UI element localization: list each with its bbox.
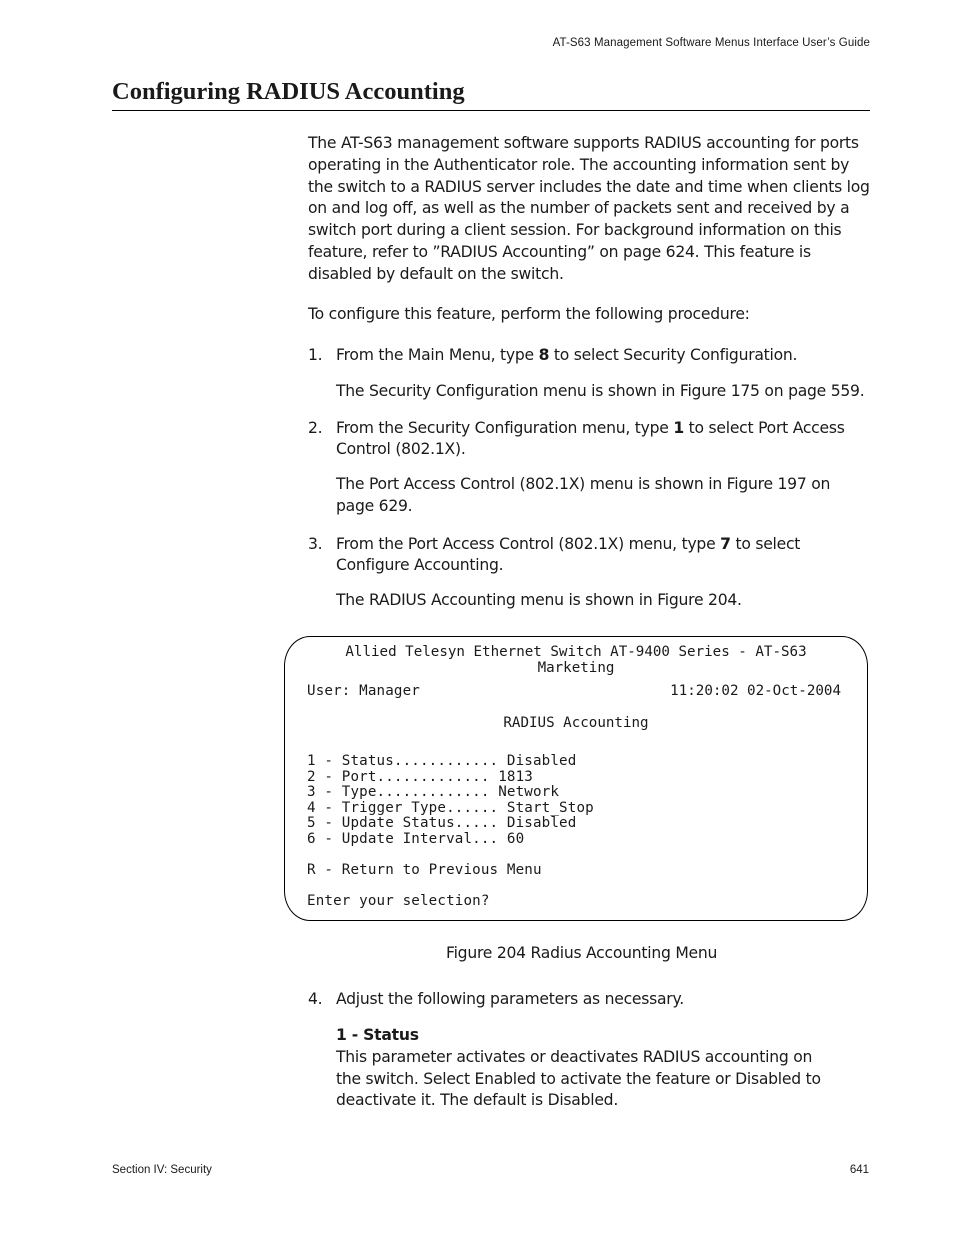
step-2-note: The Port Access Control (802.1X) menu is shown in Figure 197 on page 629. <box>336 475 831 515</box>
menu-item-port: 2 - Port............. 1813 <box>307 769 533 785</box>
terminal-subtitle: Marketing <box>537 660 615 676</box>
menu-item-return: R - Return to Previous Menu <box>307 862 542 878</box>
menu-key: 8 <box>538 346 550 364</box>
figure-caption: Figure 204 Radius Accounting Menu <box>446 944 718 962</box>
terminal-screen <box>284 636 868 921</box>
menu-item-trigger-type: 4 - Trigger Type...... Start_Stop <box>307 800 594 816</box>
parameter-block <box>336 1025 836 1112</box>
parameter-description: This parameter activates or deactivates RADIUS accounting on the switch. Select Enabled to activate the feature or Disabled to deactivate it. The default is Disabled. <box>336 1047 821 1110</box>
menu-key: 1 <box>673 419 684 437</box>
step-number: 4. <box>308 990 323 1008</box>
step-number: 2. <box>308 419 323 437</box>
step-3 <box>308 534 878 575</box>
section-title: Configuring RADIUS Accounting <box>112 78 465 105</box>
step-text: Adjust the following parameters as necessary. <box>336 990 684 1008</box>
step-text: From the Security Configuration menu, type 1 to select Port Access Control (802.1X). <box>336 419 845 458</box>
title-rule <box>112 110 870 111</box>
step-1 <box>308 345 878 366</box>
step-4 <box>308 989 878 1010</box>
procedure-intro: To configure this feature, perform the following procedure: <box>308 305 750 323</box>
step-3-note: The RADIUS Accounting menu is shown in Figure 204. <box>336 591 742 609</box>
menu-item-status: 1 - Status............ Disabled <box>307 753 577 769</box>
terminal-menu-title: RADIUS Accounting <box>503 715 649 731</box>
parameter-title: 1 - Status <box>336 1026 419 1044</box>
step-1-note: The Security Configuration menu is shown in Figure 175 on page 559. <box>336 382 865 400</box>
menu-item-type: 3 - Type............. Network <box>307 784 560 800</box>
page-number: 641 <box>849 1164 869 1176</box>
step-2 <box>308 418 878 459</box>
menu-key: 7 <box>720 535 731 553</box>
menu-item-update-status: 5 - Update Status..... Disabled <box>307 815 577 831</box>
intro-paragraph: The AT-S63 management software supports RADIUS accounting for ports operating in the Authenticator role. The accounting information sent by the switch to a RADIUS server includes the date and time when clients log on and log off, as well as the number of packets sent and received by a switch port during a client session. For background information on this feature, refer to ”RADIUS Accounting” on page 624. This feature is disabled by default on the switch. <box>308 134 870 283</box>
step-number: 1. <box>308 346 323 364</box>
footer-section: Section IV: Security <box>112 1164 212 1176</box>
step-text: From the Port Access Control (802.1X) menu, type 7 to select Configure Accounting. <box>336 535 801 574</box>
terminal-title: Allied Telesyn Ethernet Switch AT-9400 Series - AT-S63 <box>345 644 807 660</box>
terminal-datetime: 11:20:02 02-Oct-2004 <box>670 683 841 699</box>
step-text: From the Main Menu, type 8 to select Security Configuration. <box>336 346 798 364</box>
terminal-user: User: Manager <box>307 683 420 699</box>
menu-item-update-interval: 6 - Update Interval... 60 <box>307 831 525 847</box>
step-number: 3. <box>308 535 323 553</box>
running-header: AT-S63 Management Software Menus Interface User’s Guide <box>552 37 870 49</box>
terminal-prompt: Enter your selection? <box>307 893 490 909</box>
